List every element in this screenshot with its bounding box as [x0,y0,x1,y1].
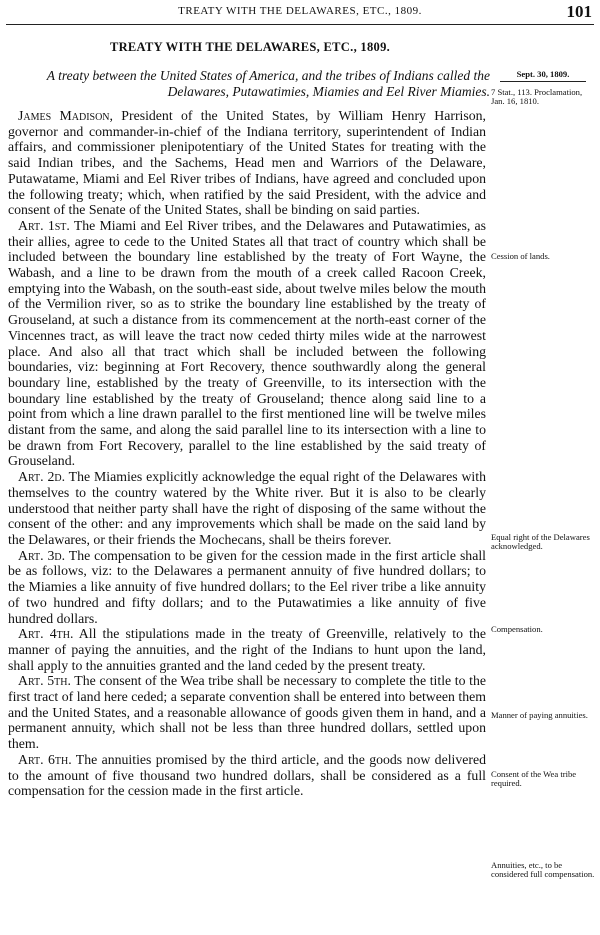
preamble-text: President of the United States, by William Henry Harrison, governor and commander-in-chief of the Indiana territory, superintendent of Indian affairs, and commissioner plenipotentiary of the United States for treating with the said Indian tribes, and the Sachems, Head men and Warriors of the Delaware, Putawatame, Miami and Eel River tribes of Indians, have agreed and concluded upon the following treaty; which, when ratified by the said President, with the advice and consent of the Senate of the United States, shall be binding on said parties. [8,108,486,218]
running-head-title: TREATY WITH THE DELAWARES, ETC., 1809. [178,5,422,17]
article-text: The annuities promised by the third article, and the goods now delivered to the amount of five thousand two hundred dollars, shall be considered as a full compensation for the cession made in the first article. [8,751,487,799]
article-text: The consent of the Wea tribe shall be necessary to complete the title to the first tract of land here ceded; a separate convention shall be entered into between them and the United States, and a reasonable allowance of goods given them in hand, and a permanent annuity, which shall not be less than three hundred dollars, settled upon them. [8,673,486,752]
article-paragraph [8,469,486,548]
treaty-subtitle: A treaty between the United States of America, and the tribes of Indians called the Delawares, Putawatimies, Miamies and Eel River Miamies. [46,68,490,99]
margin-note-annuities: Annuities, etc., to be considered full compensation. [491,860,595,879]
margin-date: Sept. 30, 1809. [500,69,586,82]
margin-note-equal-right: Equal right of the Delawares acknowledged. [491,532,590,551]
article-label: Art. 3d. [18,547,66,563]
margin-note-cession: Cession of lands. [491,251,550,261]
article-label: Art. 4th. [18,626,74,642]
article-paragraph [8,752,486,799]
running-head [6,4,594,25]
page-number: 101 [566,2,592,21]
article-label: Art. 2d. [18,469,66,485]
margin-note-manner: Manner of paying annuities. [491,710,588,720]
article-label: Art. 6th. [18,751,72,767]
preamble-name: James Madison, [18,108,113,123]
article-text: The Miami and Eel River tribes, and the Delawares and Putawatimies, as their allies, agree to cede to the United States all that tract of country which shall be included between the boundary line established by the treaty of Fort Wayne, the Wabash, and a line to be drawn from the mouth of a creek called Racoon Creek, emptying into the Wabash, on the south-east side, about twelve miles below the mouth of the Vermilion river, so as to strike the boundary line established by the treaty of Grouseland, at such a distance from its commencement at the north-east corner of the Vincennes tract, as will leave the tract now ceded thirty miles wide at the narrowest place. And also all that tract which shall be included between the following boundaries, viz: beginning at Fort Recovery, thence southwardly along the general boundary line, established by the treaty of Greenville, to its intersection with the boundary line established by the treaty of Grouseland; thence along said line to a point from which a line drawn parallel to the first mentioned line will be twelve miles distant from the same, and along the said parallel line to its intersection with a line to be drawn from Fort Recovery, parallel to the line established by the said treaty of Grouseland. [8,217,487,469]
treaty-title: TREATY WITH THE DELAWARES, ETC., 1809. [109,40,391,54]
article-text: The compensation to be given for the cession made in the first article shall be as follows, viz: to the Delawares a permanent annuity of five hundred dollars; to the Miamies a like annuity of five hundred dollars; to the Eel river tribe a like annuity of two hundred and fifty dollars; and to the Putawatimies a like annuity of five hundred dollars. [8,547,486,626]
margin-note-compensation: Compensation. [491,624,543,634]
article-text: The Miamies explicitly acknowledge the equal right of the Delawares with themselves to the country watered by the White river. But it is also to be clearly understood that neither party shall have the right of disposing of the same without the consent of the other: and any improvements which shall be made on the said land by the Delawares, or their friends the Mochecans, shall be theirs forever. [8,469,486,547]
preamble-paragraph [8,108,486,218]
article-label: Art. 1st. [18,217,70,233]
article-paragraph [8,548,486,627]
article-paragraph [8,218,486,469]
article-paragraph [8,673,486,752]
article-paragraph [8,626,486,673]
margin-citation: 7 Stat., 113. Proclamation, Jan. 16, 1810. [491,87,583,106]
article-text: All the stipulations made in the treaty of Greenville, relatively to the manner of paying the annuities, and the right of the Indians to hunt upon the land, shall apply to the annuities granted and the land ceded by the present treaty. [8,626,486,673]
treaty-body [8,108,486,799]
margin-note-wea: Consent of the Wea tribe required. [491,769,577,788]
article-label: Art. 5th. [18,673,71,689]
